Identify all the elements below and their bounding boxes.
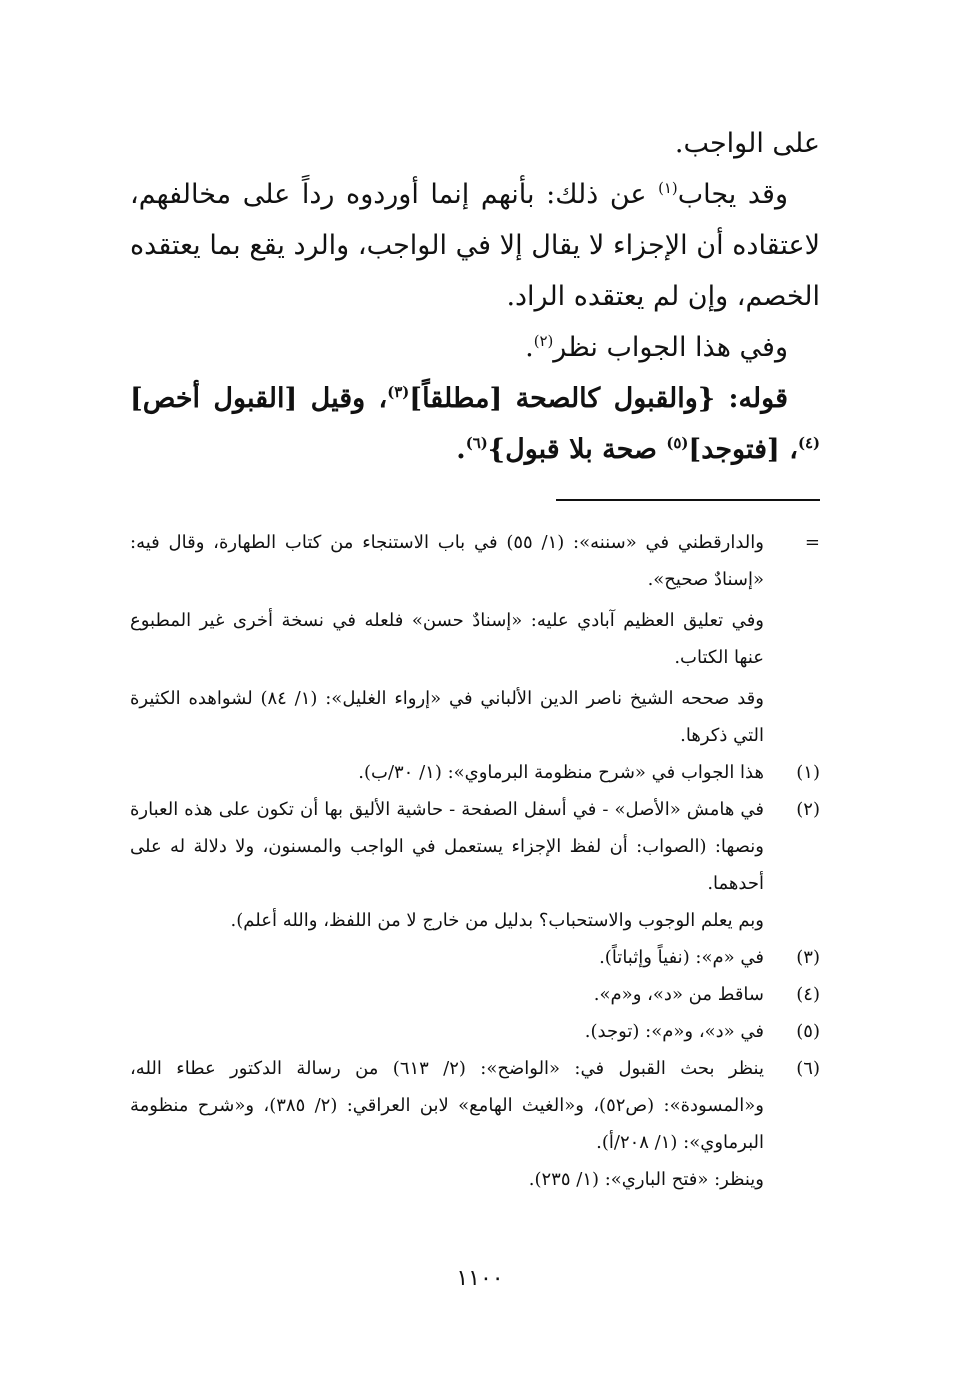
footnote-number: (١) xyxy=(796,762,820,783)
paragraph-text: ، [فتوجد] xyxy=(688,434,798,465)
paragraph-text: صحة بلا قبول} xyxy=(487,434,667,465)
main-paragraph-note xyxy=(130,322,820,373)
main-line-1-text: على الواجب. xyxy=(674,128,820,159)
paragraph-text: . xyxy=(456,434,466,465)
paragraph-text: وقد يجاب xyxy=(677,179,788,210)
main-paragraph-qawl xyxy=(130,373,820,475)
page-number: ١١٠٠ xyxy=(456,1266,504,1291)
footnote-number: (٥) xyxy=(796,1021,820,1042)
footnote-divider xyxy=(556,499,820,501)
footnote-number: (٣) xyxy=(796,947,820,968)
footnote-body xyxy=(130,939,764,976)
footnote-paragraph: وينظر: «فتح الباري»: (١/ ٢٣٥). xyxy=(528,1169,764,1190)
footnote-ref[interactable]: (١) xyxy=(658,179,678,197)
paragraph-text: ، وقيل [القبول أخص] xyxy=(130,383,388,414)
footnote-paragraph: هذا الجواب في «شرح منظومة البرماوي»: (١/ ٣٠/ب). xyxy=(358,762,764,783)
footnote-body xyxy=(130,791,764,939)
footnote-ref[interactable]: (٤) xyxy=(797,434,820,452)
footnote-body xyxy=(130,976,764,1013)
paragraph-text: عن ذلك: بأنهم إنما أوردوه رداً على مخالفهم، لاعتقاده أن الإجزاء لا يقال إلا في الواجب، والرد يقع بما يعتقده الخصم، وإن لم يعتقده الراد. xyxy=(130,179,820,312)
footnote-continuation xyxy=(130,524,820,754)
footnote-paragraph: ساقط من «د»، و«م». xyxy=(593,984,764,1005)
footnote-body xyxy=(130,754,764,791)
main-line-1 xyxy=(130,118,820,169)
footnote-number: (٢) xyxy=(796,799,820,820)
footnotes xyxy=(130,524,820,1198)
footnote-4 xyxy=(130,976,820,1013)
footnote-paragraph: وفي تعليق العظيم آبادي عليه: «إسنادٌ حسن» فلعله في نسخة أخرى غير المطبوع عنها الكتاب. xyxy=(130,610,764,668)
paragraph-text: . xyxy=(525,332,534,363)
footnote-body xyxy=(130,1013,764,1050)
footnote-number: (٤) xyxy=(796,984,820,1005)
footnote-paragraph: وقد صححه الشيخ ناصر الدين الألباني في «إرواء الغليل»: (١/ ٨٤) لشواهده الكثيرة التي ذكرها. xyxy=(130,688,764,746)
continuation-marker: = xyxy=(804,532,820,553)
footnote-number: (٦) xyxy=(796,1058,820,1079)
footnote-3 xyxy=(130,939,820,976)
paragraph-text: وفي هذا الجواب نظر xyxy=(553,332,788,363)
main-paragraph-answer xyxy=(130,169,820,322)
paragraph-text: قوله: {والقبول كالصحة [مطلقاً] xyxy=(409,383,788,414)
footnote-paragraph: في «م»: (نفياً وإثباتاً). xyxy=(599,947,764,968)
footnote-2 xyxy=(130,791,820,939)
footnote-paragraph: والدارقطني في «سننه»: (١/ ٥٥) في باب الاستنجاء من كتاب الطهارة، وقال فيه: «إسنادٌ صحيح». xyxy=(130,532,764,590)
footnote-paragraph: في «د»، و«م»: (توجد). xyxy=(584,1021,764,1042)
footnote-ref[interactable]: (٢) xyxy=(533,332,554,350)
footnote-ref[interactable]: (٣) xyxy=(387,383,410,401)
main-text xyxy=(130,118,820,475)
footnote-paragraph: ينظر بحث القبول في: «الواضح»: (٢/ ٦١٣) من رسالة الدكتور عطاء الله، و«المسودة»: (ص٥٢)، و«الغيث الهامع» لابن العراقي: (٢/ ٣٨٥)، و«شرح منظومة البرماوي»: (١/ ٢٠٨/أ). xyxy=(130,1058,764,1153)
footnote-6 xyxy=(130,1050,820,1198)
footnote-body xyxy=(130,524,764,754)
footnote-ref[interactable]: (٦) xyxy=(465,434,488,452)
footnote-body xyxy=(130,1050,764,1198)
footnote-paragraph: في هامش «الأصل» - في أسفل الصفحة - حاشية الأليق بها أن تكون على هذه العبارة ونصها: (الصواب: أن لفظ الإجزاء يستعمل في الواجب والمسنون، ولا دلالة له على أحدهما. xyxy=(130,799,764,894)
footnote-paragraph: وبم يعلم الوجوب والاستحباب؟ بدليل من خارج لا من اللفظ، والله أعلم). xyxy=(230,910,764,931)
footnote-ref[interactable]: (٥) xyxy=(666,434,689,452)
footnote-5 xyxy=(130,1013,820,1050)
footnote-1 xyxy=(130,754,820,791)
